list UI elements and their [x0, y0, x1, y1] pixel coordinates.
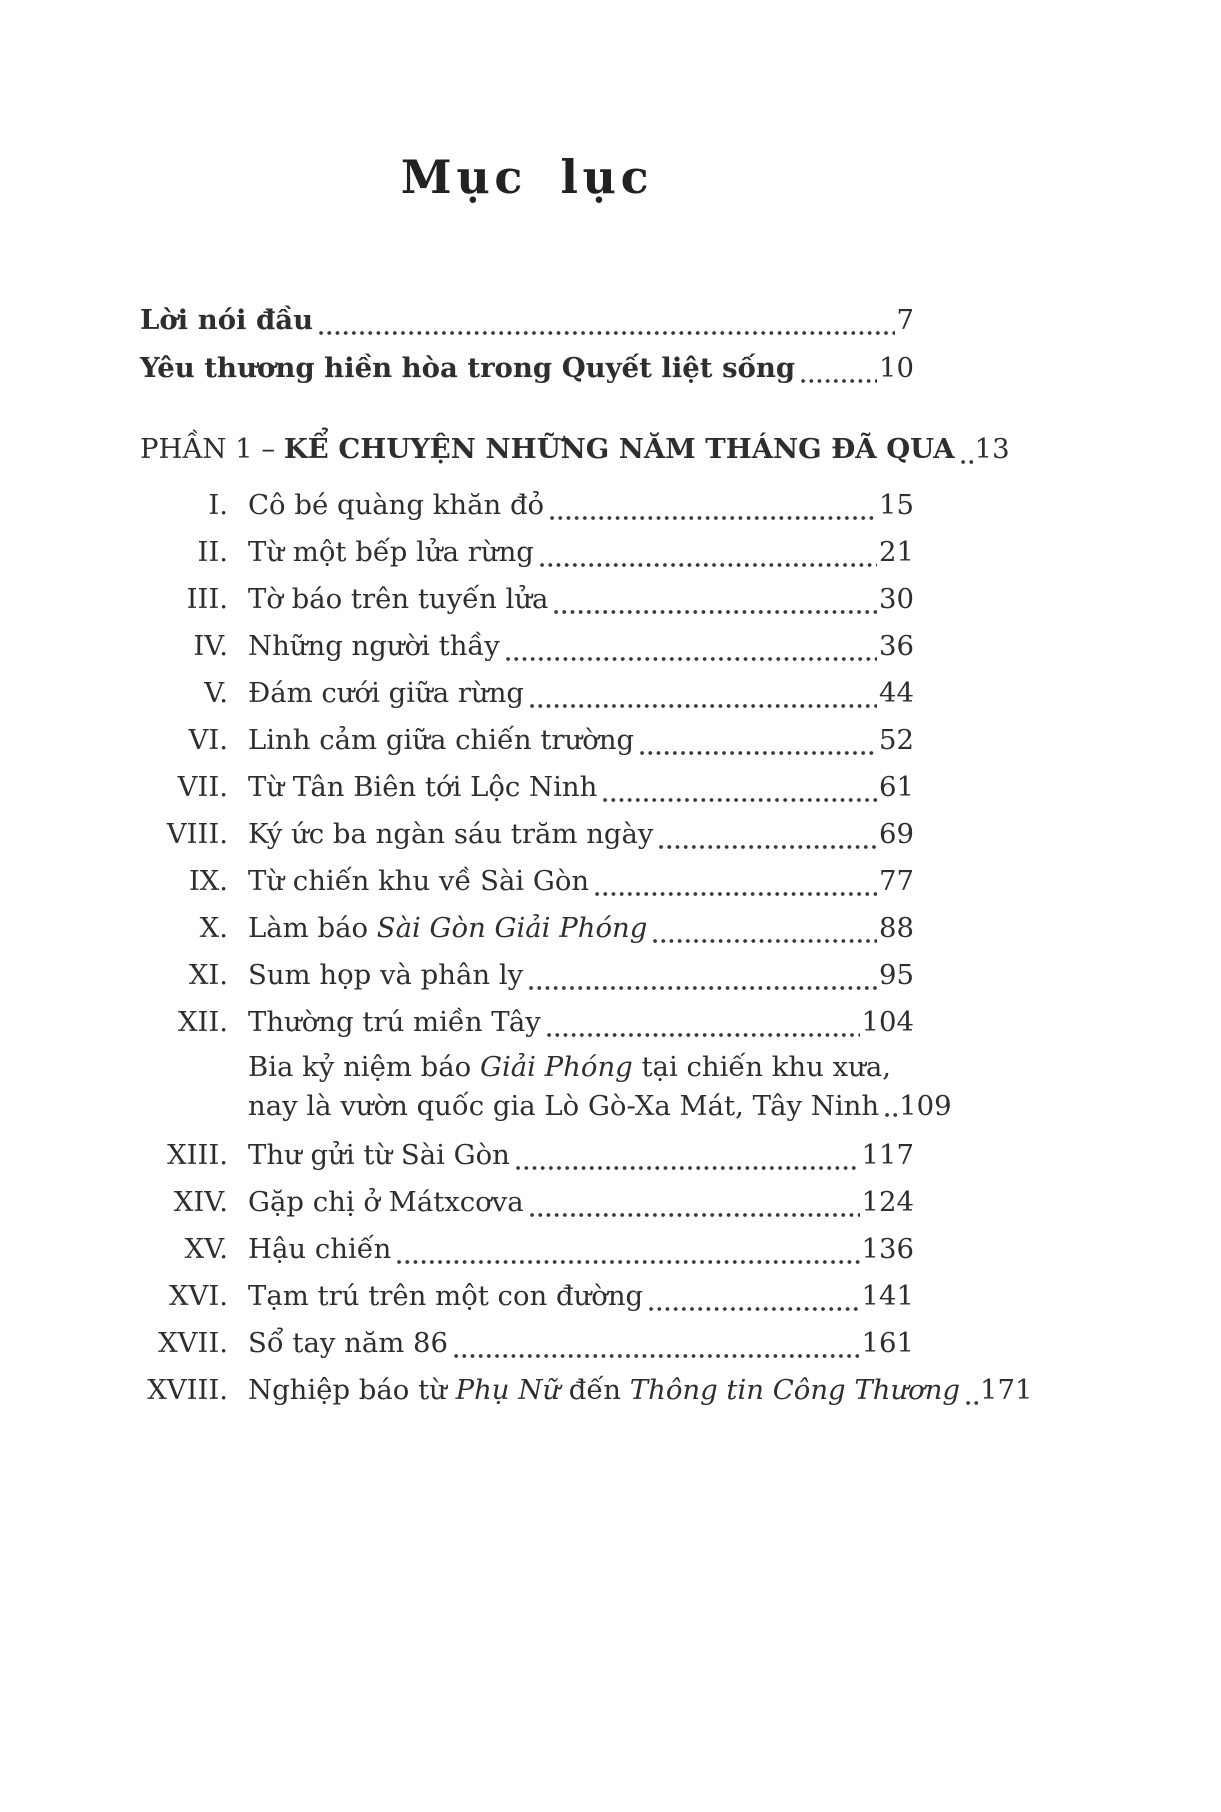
toc-chapter-entry [140, 1179, 914, 1226]
dot-leader [528, 1197, 860, 1226]
chapter-title-block [248, 1226, 914, 1273]
chapter-title-block [248, 482, 914, 529]
dot-leader [545, 1017, 860, 1046]
dot-leader [657, 829, 877, 858]
chapter-numeral: XII. [177, 1006, 228, 1038]
dot-leader [647, 1291, 859, 1320]
toc-chapter-entry [140, 1132, 914, 1179]
entry-title: Nghiệp báo từ Phụ Nữ đến Thông tin Công Thương [248, 1374, 961, 1406]
toc-chapter-entry [140, 764, 914, 811]
chapter-title-block [248, 1273, 914, 1320]
chapter-numeral: I. [208, 489, 228, 521]
entry-title: Thư gửi từ Sài Gòn [248, 1139, 510, 1171]
dot-leader [883, 1097, 897, 1126]
toc-entry-front [140, 296, 914, 344]
entry-title: Ký ức ba ngàn sáu trăm ngày [248, 818, 654, 850]
chapter-numeral: VI. [188, 724, 228, 756]
toc-chapter-entry [140, 1273, 914, 1320]
chapter-title-block [248, 764, 914, 811]
toc-page [140, 0, 1033, 1414]
chapter-numeral: XIV. [173, 1186, 228, 1218]
entry-title: Sổ tay năm 86 [248, 1327, 449, 1359]
entry-page-number: 141 [861, 1280, 914, 1312]
chapter-numeral: IV. [193, 630, 228, 662]
entry-page-number: 88 [879, 912, 914, 944]
chapter-title-block [248, 905, 914, 952]
toc-chapter-entry [140, 952, 914, 999]
chapter-title-block [248, 1048, 952, 1126]
dot-leader [317, 315, 894, 344]
toc-chapter-entry [140, 482, 914, 529]
entry-page-number: 30 [879, 583, 914, 615]
chapter-title-block [248, 858, 914, 905]
dot-leader [799, 363, 877, 392]
entry-page-number: 36 [879, 630, 914, 662]
entry-title: nay là vườn quốc gia Lò Gò-Xa Mát, Tây Ninh [248, 1090, 880, 1122]
toc-chapter-entry [140, 905, 914, 952]
toc-chapter-entry [140, 576, 914, 623]
entry-title: Thường trú miền Tây [248, 1006, 541, 1038]
toc-sub-entry [140, 1048, 952, 1126]
chapter-numeral: XVII. [158, 1327, 228, 1359]
chapter-title-block [248, 1179, 914, 1226]
entry-page-number: 77 [879, 865, 914, 897]
entry-page-number: 69 [879, 818, 914, 850]
entry-page-number: 124 [861, 1186, 914, 1218]
toc-entry-front [140, 344, 914, 392]
toc-chapter-entry [140, 1320, 914, 1367]
chapter-title-block [248, 952, 914, 999]
toc-list [140, 296, 1033, 1414]
entry-title: Hậu chiến [248, 1233, 392, 1265]
dot-leader [964, 1385, 978, 1414]
dot-leader [528, 688, 877, 717]
toc-chapter-entry [140, 623, 914, 670]
chapter-numeral: XVIII. [147, 1374, 228, 1406]
dot-leader [548, 500, 877, 529]
dot-leader [593, 876, 877, 905]
toc-chapter-entry [140, 811, 914, 858]
entry-page-number: 61 [879, 771, 914, 803]
entry-page-number: 104 [861, 1006, 914, 1038]
toc-chapter-entry [140, 999, 914, 1046]
dot-leader [638, 735, 877, 764]
chapter-title-block [248, 623, 914, 670]
chapter-numeral: III. [186, 583, 228, 615]
dot-leader [514, 1150, 860, 1179]
chapter-title-block [248, 1132, 914, 1179]
chapter-numeral: VII. [177, 771, 228, 803]
dot-leader [651, 923, 877, 952]
toc-chapter-entry [140, 1226, 914, 1273]
entry-title: Từ Tân Biên tới Lộc Ninh [248, 771, 598, 803]
entry-title: Từ chiến khu về Sài Gòn [248, 865, 590, 897]
chapter-title-block [248, 811, 914, 858]
entry-page-number: 10 [879, 352, 914, 384]
entry-title: Làm báo Sài Gòn Giải Phóng [248, 912, 648, 944]
chapter-title-block [248, 576, 914, 623]
chapter-numeral: XI. [188, 959, 228, 991]
chapter-numeral: IX. [188, 865, 228, 897]
chapter-numeral: X. [199, 912, 228, 944]
entry-title: Từ một bếp lửa rừng [248, 536, 534, 568]
entry-page-number: 44 [879, 677, 914, 709]
entry-page-number: 21 [879, 536, 914, 568]
entry-page-number: 15 [879, 489, 914, 521]
dot-leader [504, 641, 877, 670]
entry-page-number: 136 [861, 1233, 914, 1265]
entry-page-number: 109 [899, 1090, 952, 1122]
chapter-title-block [248, 999, 914, 1046]
entry-title: Linh cảm giữa chiến trường [248, 724, 635, 756]
toc-chapter-entry [140, 670, 914, 717]
entry-page-number: 95 [879, 959, 914, 991]
entry-page-number: 52 [879, 724, 914, 756]
chapter-numeral: XVI. [168, 1280, 228, 1312]
chapter-title-block [248, 670, 914, 717]
dot-leader [959, 444, 973, 473]
chapter-numeral: VIII. [166, 818, 228, 850]
chapter-numeral: XIII. [167, 1139, 228, 1171]
dot-leader [601, 782, 877, 811]
entry-title: Tờ báo trên tuyến lửa [248, 583, 549, 615]
entry-title: PHẦN 1 – KỂ CHUYỆN NHỮNG NĂM THÁNG ĐÃ QUA [140, 433, 955, 465]
toc-part-heading [140, 426, 1010, 473]
entry-title: Cô bé quàng khăn đỏ [248, 489, 545, 521]
dot-leader [552, 594, 877, 623]
toc-chapter-entry [140, 1367, 1033, 1414]
entry-page-number: 117 [861, 1139, 914, 1171]
chapter-title-block [248, 717, 914, 764]
entry-title: Sum họp và phân ly [248, 959, 524, 991]
entry-title: Gặp chị ở Mátxcơva [248, 1186, 524, 1218]
dot-leader [527, 970, 877, 999]
chapter-title-block [248, 529, 914, 576]
chapter-title-block [248, 1320, 914, 1367]
entry-title: Bia kỷ niệm báo Giải Phóng tại chiến khu xưa, [248, 1051, 891, 1083]
page-title: Mục lục [400, 150, 654, 204]
chapter-numeral: II. [197, 536, 228, 568]
entry-title: Tạm trú trên một con đường [248, 1280, 644, 1312]
dot-leader [395, 1244, 859, 1273]
chapter-title-block [248, 1367, 1033, 1414]
toc-chapter-entry [140, 717, 914, 764]
entry-title: Đám cưới giữa rừng [248, 677, 525, 709]
entry-page-number: 13 [974, 433, 1010, 465]
toc-chapter-entry [140, 858, 914, 905]
entry-page-number: 171 [980, 1374, 1033, 1406]
chapter-numeral: XV. [184, 1233, 228, 1265]
chapter-numeral: V. [204, 677, 228, 709]
dot-leader [452, 1338, 859, 1367]
toc-chapter-entry [140, 529, 914, 576]
entry-page-number: 161 [861, 1327, 914, 1359]
entry-title: Lời nói đầu [140, 304, 314, 336]
entry-title: Yêu thương hiền hòa trong Quyết liệt sống [140, 352, 796, 384]
entry-title: Những người thầy [248, 630, 500, 662]
entry-page-number: 7 [896, 304, 914, 336]
dot-leader [538, 547, 877, 576]
